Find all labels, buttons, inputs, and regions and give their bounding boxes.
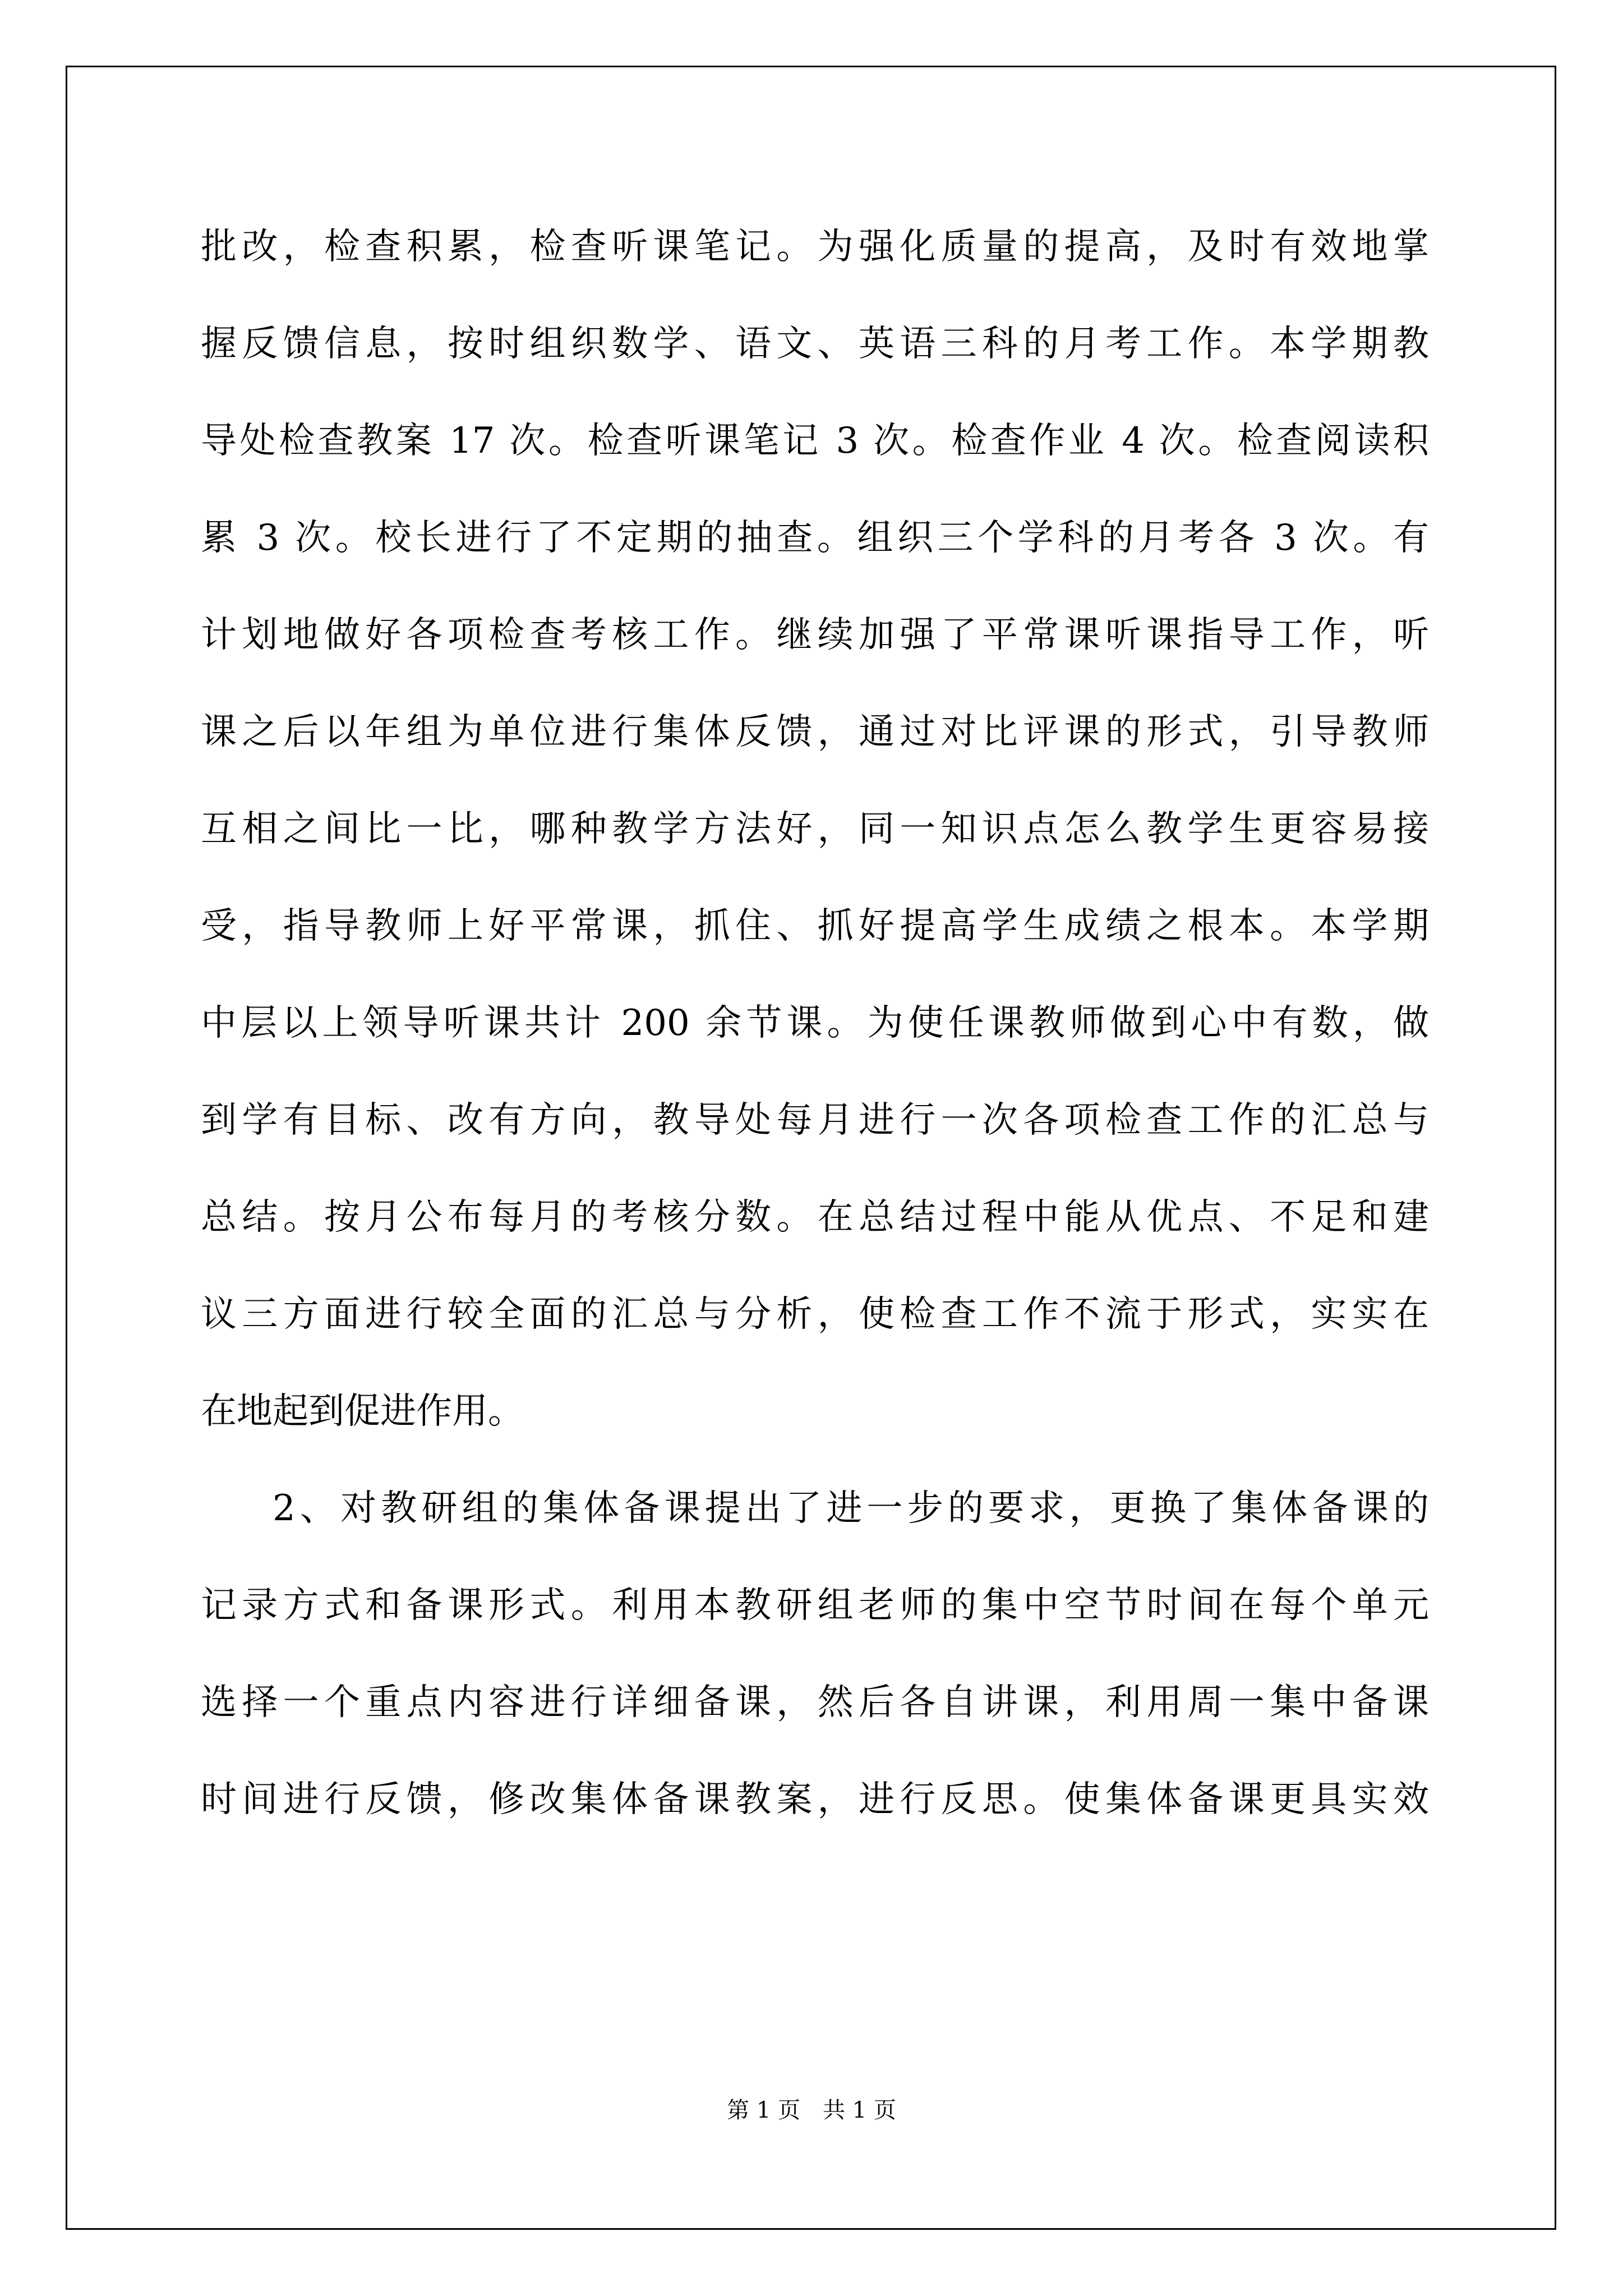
text-line: 选择一个重点内容进行详细备课，然后各自讲课，利用周一集中备课 <box>201 1682 1429 1723</box>
text-line: 导处检查教案 17 次。检查听课笔记 3 次。检查作业 4 次。检查阅读积 <box>201 420 1429 462</box>
text-line: 互相之间比一比，哪种教学方法好，同一知识点怎么教学生更容易接 <box>201 808 1429 850</box>
text-line: 课之后以年组为单位进行集体反馈，通过对比评课的形式，引导教师 <box>201 711 1429 753</box>
text-line: 到学有目标、改有方向，教导处每月进行一次各项检查工作的汇总与 <box>201 1099 1429 1141</box>
text-line: 在地起到促进作用。 <box>201 1391 524 1432</box>
text-line: 2、对教研组的集体备课提出了进一步的要求，更换了集体备课的 <box>273 1488 1429 1529</box>
text-line: 总结。按月公布每月的考核分数。在总结过程中能从优点、不足和建 <box>201 1197 1429 1238</box>
page-border <box>66 66 1556 2230</box>
text-line: 握反馈信息，按时组织数学、语文、英语三科的月考工作。本学期教 <box>201 323 1429 365</box>
text-line: 中层以上领导听课共计 200 余节课。为使任课教师做到心中有数，做 <box>201 1002 1429 1044</box>
text-line: 时间进行反馈，修改集体备课教案，进行反思。使集体备课更具实效 <box>201 1779 1429 1820</box>
text-line: 记录方式和备课形式。利用本教研组老师的集中空节时间在每个单元 <box>201 1585 1429 1626</box>
text-line: 累 3 次。校长进行了不定期的抽查。组织三个学科的月考各 3 次。有 <box>201 517 1429 559</box>
text-line: 计划地做好各项检查考核工作。继续加强了平常课听课指导工作，听 <box>201 614 1429 656</box>
text-line: 批改，检查积累，检查听课笔记。为强化质量的提高，及时有效地掌 <box>201 226 1429 268</box>
page-number-footer: 第 1 页 共 1 页 <box>727 2097 896 2123</box>
text-line: 议三方面进行较全面的汇总与分析，使检查工作不流于形式，实实在 <box>201 1294 1429 1335</box>
text-line: 受，指导教师上好平常课，抓住、抓好提高学生成绩之根本。本学期 <box>201 905 1429 947</box>
